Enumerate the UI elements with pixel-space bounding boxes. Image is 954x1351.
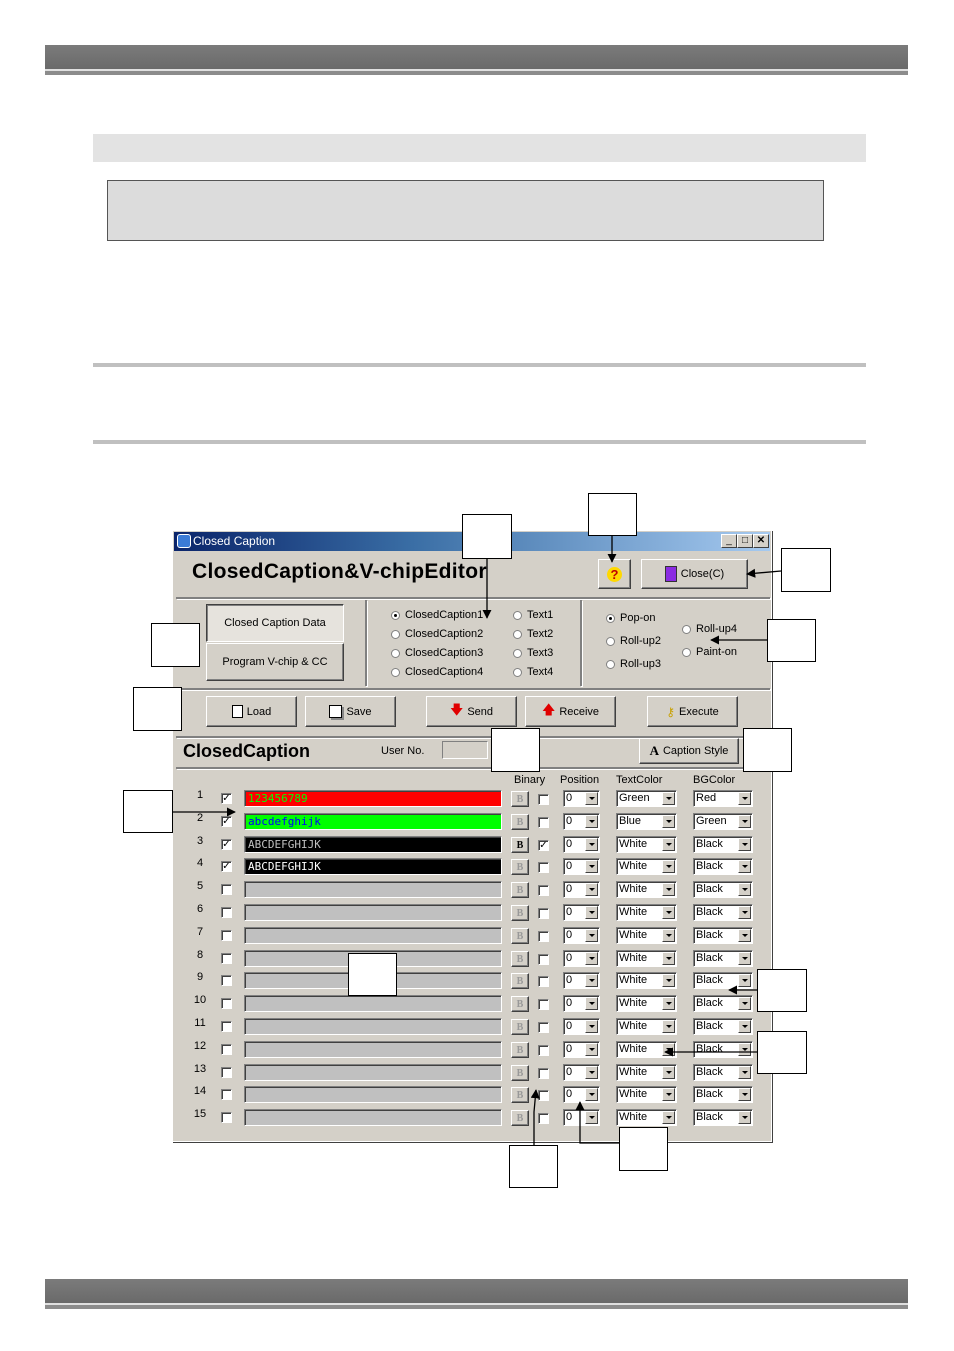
- bg-color-value: Black: [696, 974, 723, 986]
- position-value: 0: [566, 883, 573, 895]
- position-value: 0: [566, 974, 573, 986]
- binary-edit-button[interactable]: B: [511, 1042, 529, 1058]
- radio-label: Paint-on: [696, 646, 737, 658]
- row-number: 4: [196, 857, 204, 869]
- binary-edit-button[interactable]: B: [511, 996, 529, 1012]
- bg-color-value: Black: [696, 838, 723, 850]
- bg-color-value: Green: [696, 815, 727, 827]
- binary-edit-button[interactable]: B: [511, 791, 529, 807]
- radio-label: Text3: [527, 647, 554, 659]
- text-color-value: White: [619, 952, 648, 964]
- row-number: 1: [196, 789, 204, 801]
- position-value: 0: [566, 1088, 573, 1100]
- position-value: 0: [566, 838, 573, 850]
- text-color-value: White: [619, 906, 648, 918]
- col-binary: Binary: [514, 774, 546, 786]
- bg-color-value: Black: [696, 906, 723, 918]
- position-value: 0: [566, 792, 573, 804]
- bg-color-value: Black: [696, 929, 723, 941]
- text-color-value: White: [619, 1020, 648, 1032]
- binary-checkbox[interactable]: ✓: [539, 840, 548, 851]
- position-value: 0: [566, 952, 573, 964]
- radio-label: Pop-on: [620, 612, 656, 624]
- row-enable-checkbox[interactable]: ✓: [222, 793, 231, 804]
- position-value: 0: [566, 906, 573, 918]
- caption-text-field[interactable]: ABCDEFGHIJK: [244, 858, 502, 875]
- bg-color-value: Black: [696, 1111, 723, 1123]
- binary-edit-button[interactable]: B: [511, 1110, 529, 1126]
- radio-label: Roll-up4: [696, 623, 737, 635]
- binary-edit-button[interactable]: B: [511, 928, 529, 944]
- binary-edit-button[interactable]: B: [511, 1087, 529, 1103]
- caption-section-title: ClosedCaption: [183, 741, 311, 761]
- text-color-value: White: [619, 860, 648, 872]
- caption-text-field[interactable]: ABCDEFGHIJK: [244, 836, 502, 853]
- row-number: 14: [193, 1085, 207, 1097]
- binary-edit-button[interactable]: B: [511, 859, 529, 875]
- text-color-value: White: [619, 883, 648, 895]
- row-number: 8: [196, 949, 204, 961]
- row-number: 5: [196, 880, 204, 892]
- binary-edit-button[interactable]: B: [511, 973, 529, 989]
- closed-caption-data-label: Closed Caption Data: [224, 617, 326, 629]
- send-label: Send: [467, 705, 494, 718]
- row-enable-checkbox[interactable]: ✓: [222, 861, 231, 872]
- help-icon: ?: [607, 567, 622, 582]
- position-value: 0: [566, 1020, 573, 1032]
- radio-label: Text1: [527, 609, 554, 621]
- row-number: 6: [196, 903, 204, 915]
- binary-edit-button[interactable]: B: [511, 905, 529, 921]
- leader-line: [747, 571, 781, 574]
- window-title: Closed Caption: [193, 534, 276, 548]
- position-value: 0: [566, 1066, 573, 1078]
- caption-text-field[interactable]: abcdefghijk: [244, 813, 502, 830]
- radio-label: Text2: [527, 628, 554, 640]
- bg-color-value: Black: [696, 1088, 723, 1100]
- col-position: Position: [560, 774, 600, 786]
- radio-label: ClosedCaption4: [405, 666, 484, 678]
- radio-label: Roll-up3: [620, 658, 661, 670]
- position-value: 0: [566, 1111, 573, 1123]
- key-icon: ⚷: [666, 704, 676, 719]
- caption-text-field[interactable]: 123456789: [244, 790, 502, 807]
- col-textcolor: TextColor: [616, 774, 663, 786]
- receive-label: Receive: [559, 705, 600, 718]
- load-label: Load: [246, 705, 272, 718]
- row-number: 10: [193, 994, 207, 1006]
- text-color-value: White: [619, 974, 648, 986]
- arrow-down-icon: 🡇: [449, 701, 464, 717]
- bg-color-value: Black: [696, 952, 723, 964]
- binary-edit-button[interactable]: B: [511, 1019, 529, 1035]
- text-color-value: Blue: [619, 815, 642, 827]
- position-value: 0: [566, 860, 573, 872]
- row-number: 3: [196, 835, 204, 847]
- bg-color-value: Black: [696, 997, 723, 1009]
- position-value: 0: [566, 997, 573, 1009]
- text-color-value: White: [619, 1043, 648, 1055]
- save-label: Save: [346, 705, 372, 718]
- text-color-value: White: [619, 1066, 648, 1078]
- caption-style-label: Caption Style: [662, 745, 729, 757]
- binary-edit-button[interactable]: B: [511, 882, 529, 898]
- bg-color-value: Black: [696, 860, 723, 872]
- bg-color-value: Black: [696, 1043, 723, 1055]
- leader-line: [534, 1090, 536, 1145]
- close-button-label: Close(C): [680, 568, 725, 580]
- bg-color-value: Red: [696, 792, 717, 804]
- bg-color-value: Black: [696, 1066, 723, 1078]
- row-number: 13: [193, 1063, 207, 1075]
- binary-edit-button[interactable]: B: [511, 837, 529, 853]
- bg-color-value: Black: [696, 883, 723, 895]
- row-number: 12: [193, 1040, 207, 1052]
- binary-edit-button[interactable]: B: [511, 951, 529, 967]
- radio-label: ClosedCaption2: [405, 628, 484, 640]
- radio-label: Roll-up2: [620, 635, 661, 647]
- position-value: 0: [566, 929, 573, 941]
- col-bgcolor: BGColor: [693, 774, 736, 786]
- row-enable-checkbox[interactable]: ✓: [222, 816, 231, 827]
- binary-edit-button[interactable]: B: [511, 1065, 529, 1081]
- maximize-icon[interactable]: □: [737, 534, 753, 548]
- arrow-up-icon: 🡅: [541, 701, 556, 717]
- radio-label: ClosedCaption3: [405, 647, 484, 659]
- row-number: 7: [196, 926, 204, 938]
- text-color-value: White: [619, 1111, 648, 1123]
- text-color-value: White: [619, 1088, 648, 1100]
- user-no-label: User No.: [381, 745, 425, 757]
- execute-label: Execute: [679, 705, 719, 718]
- row-enable-checkbox[interactable]: ✓: [222, 839, 231, 850]
- radio-label: ClosedCaption1: [405, 609, 484, 621]
- bg-color-value: Black: [696, 1020, 723, 1032]
- radio-label: Text4: [527, 666, 554, 678]
- app-title: ClosedCaption&V-chipEditor: [192, 560, 487, 583]
- text-color-value: Green: [619, 792, 650, 804]
- position-value: 0: [566, 1043, 573, 1055]
- position-value: 0: [566, 815, 573, 827]
- close-window-icon[interactable]: ✕: [753, 534, 769, 548]
- text-color-value: White: [619, 838, 648, 850]
- font-icon: A: [649, 743, 659, 758]
- minimize-icon[interactable]: _: [721, 534, 737, 548]
- text-color-value: White: [619, 929, 648, 941]
- leader-line: [580, 1102, 619, 1143]
- program-vchip-label: Program V-chip & CC: [222, 656, 328, 668]
- text-color-value: White: [619, 997, 648, 1009]
- row-number: 2: [196, 812, 204, 824]
- row-number: 9: [196, 971, 204, 983]
- row-number: 15: [193, 1108, 207, 1120]
- binary-edit-button[interactable]: B: [511, 814, 529, 830]
- row-number: 11: [194, 1017, 206, 1029]
